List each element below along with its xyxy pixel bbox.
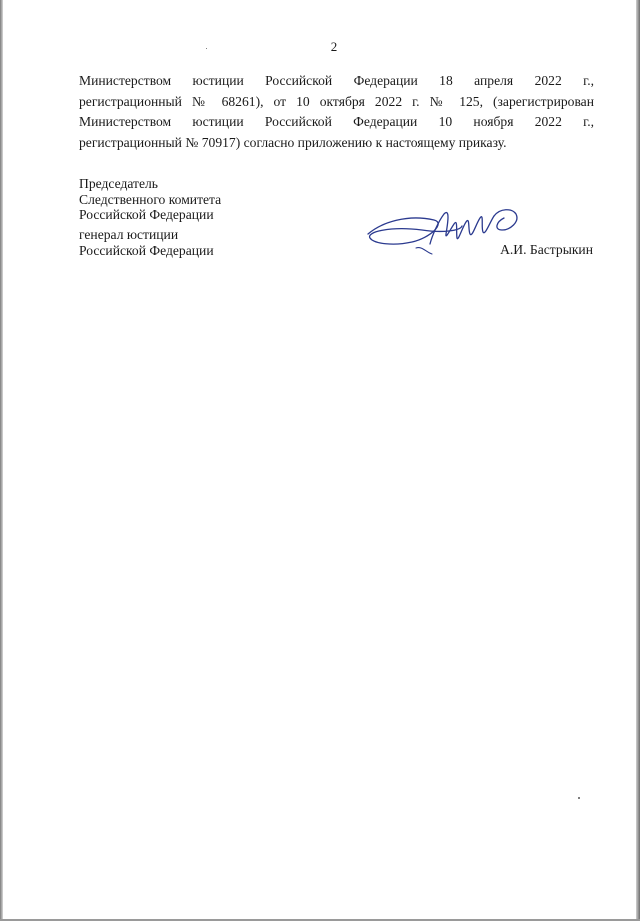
body-line: регистрационный № 70917) согласно приложению к настоящему приказу.: [79, 134, 507, 150]
body-paragraph: [79, 71, 594, 153]
signatory-rank-line: Российской Федерации: [79, 242, 214, 258]
scan-edge-left: [0, 0, 3, 921]
signatory-position-line: Председатель: [79, 176, 158, 191]
body-line: Министерством юстиции Российской Федерации 18 апреля 2022 г.,: [79, 73, 594, 88]
page-number: 2: [330, 39, 338, 54]
body-line: Министерством юстиции Российской Федерации 10 ноября 2022 г.,: [79, 114, 594, 129]
signatory-position-line: Российской Федерации: [79, 207, 214, 222]
scan-speck: [206, 48, 207, 49]
signatory-rank: [79, 227, 214, 258]
scan-speck: [578, 797, 580, 799]
scan-edge-right: [636, 0, 640, 921]
signatory-name: А.И. Бастрыкин: [500, 242, 593, 257]
signatory-position-line: Следственного комитета: [79, 191, 222, 207]
signatory-position: [79, 176, 221, 223]
signatory-rank-line: генерал юстиции: [79, 227, 179, 242]
body-line: регистрационный № 68261), от 10 октября 2022 г. № 125, (зарегистрирован: [79, 93, 594, 109]
